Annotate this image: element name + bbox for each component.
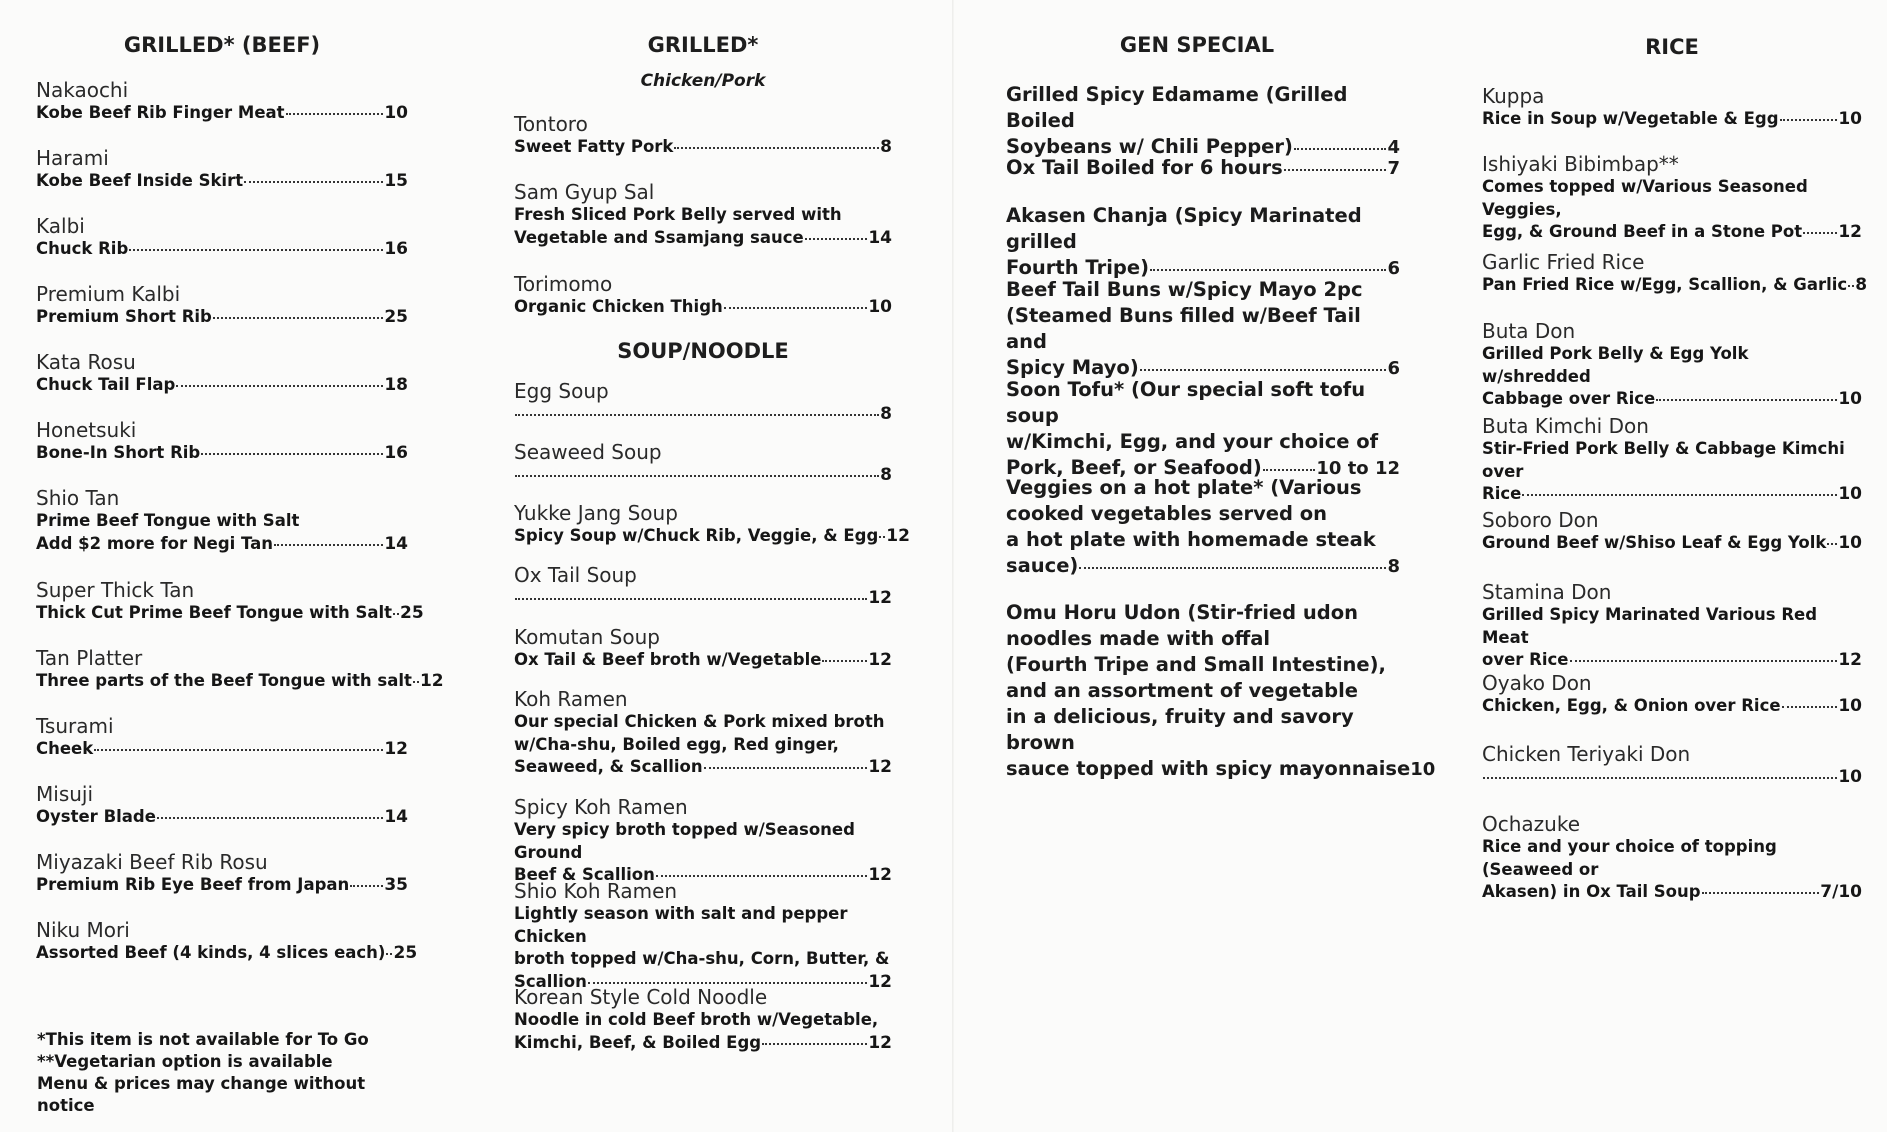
menu-item-description: Very spicy broth topped w/Seasoned Ground (514, 820, 855, 862)
dot-leader (1263, 469, 1316, 471)
menu-item-detail: Beef & Scallion (514, 865, 655, 884)
menu-item-name: Korean Style Cold Noodle (514, 985, 768, 1009)
menu-item-name: Super Thick Tan (36, 578, 195, 602)
menu-item-detail: Pan Fried Rice w/Egg, Scallion, & Garlic (1482, 275, 1848, 294)
menu-item-name: Torimomo (514, 272, 613, 296)
menu-item (36, 486, 408, 555)
menu-item-name: Komutan Soup (514, 625, 660, 649)
menu-item-price: 6 (1387, 258, 1400, 279)
dot-leader (1656, 399, 1837, 401)
menu-item-name: Spicy Koh Ramen (514, 795, 688, 819)
menu-item-price-line (514, 756, 892, 779)
menu-item (1482, 250, 1868, 297)
menu-item-price-line (1482, 274, 1868, 297)
menu-item-detail: Thick Cut Prime Beef Tongue with Salt (36, 603, 393, 622)
menu-item (36, 850, 408, 897)
menu-item-price-line (1482, 766, 1862, 789)
menu-item-price-line (36, 806, 408, 829)
dot-leader (1570, 660, 1838, 662)
menu-item (1482, 580, 1862, 672)
dot-leader (515, 475, 879, 477)
menu-item-detail: Egg, & Ground Beef in a Stone Pot (1482, 222, 1803, 241)
section-title-soup-noodle: SOUP/NOODLE (617, 339, 789, 363)
menu-item (36, 350, 408, 397)
menu-item-price: 8 (880, 404, 892, 424)
menu-item-price: 10 (868, 297, 892, 317)
menu-item-name: Premium Kalbi (36, 282, 181, 306)
section-title-grilled-beef: GRILLED* (BEEF) (123, 33, 321, 57)
menu-item (514, 625, 892, 672)
dot-leader (201, 453, 383, 455)
menu-item-name: Soboro Don (1482, 508, 1599, 532)
menu-item (1006, 203, 1400, 282)
menu-item-price-line (514, 403, 892, 426)
menu-item-price-line (1006, 756, 1436, 783)
dot-leader (176, 385, 383, 387)
menu-item-detail: sauce) (1006, 554, 1079, 577)
menu-item-price: 14 (384, 533, 408, 554)
dot-leader (286, 113, 384, 115)
menu-item-detail: Add $2 more for Negi Tan (36, 533, 274, 553)
menu-item-name: Ox Tail Soup (514, 563, 637, 587)
menu-item-price-line (1482, 108, 1862, 131)
menu-item-description: Comes topped w/Various Seasoned Veggies, (1482, 177, 1808, 219)
dot-leader (1150, 269, 1386, 271)
menu-item-description: Our special Chicken & Pork mixed broth (514, 712, 885, 731)
menu-item-price-line (1482, 388, 1862, 411)
menu-item-price-line (36, 874, 408, 897)
menu-item (1482, 671, 1862, 718)
menu-item-detail: over Rice (1482, 650, 1569, 669)
menu-item (1482, 152, 1862, 244)
section-subtitle-chicken-pork: Chicken/Pork (640, 71, 766, 91)
menu-item-price-line (36, 942, 418, 965)
menu-item (1006, 377, 1400, 482)
menu-item-description: Prime Beef Tongue with Salt (36, 511, 300, 530)
menu-item-price-line (1482, 483, 1862, 506)
menu-item-detail: Premium Short Rib (36, 307, 212, 326)
menu-item-price-line (1482, 695, 1862, 718)
menu-item-detail: Scallion (514, 971, 587, 991)
menu-item-name: Egg Soup (514, 379, 609, 403)
menu-item-name: Oyako Don (1482, 671, 1592, 695)
dot-leader (386, 953, 392, 955)
menu-item-price-line (514, 649, 892, 672)
menu-item-name: Nakaochi (36, 78, 129, 102)
menu-item (36, 578, 424, 625)
menu-item (1482, 812, 1862, 904)
dot-leader (213, 317, 383, 319)
menu-item-price: 18 (384, 375, 408, 395)
menu-item-price: 8 (880, 465, 892, 485)
menu-item-detail: Chuck Tail Flap (36, 375, 176, 394)
menu-item-price-line (1482, 649, 1862, 672)
menu-item-description: Noodle in cold Beef broth w/Vegetable, (514, 1010, 879, 1029)
menu-item-name: Misuji (36, 782, 94, 806)
menu-item-name: Miyazaki Beef Rib Rosu (36, 850, 268, 874)
menu-item (1482, 319, 1862, 411)
menu-item (1482, 508, 1862, 555)
menu-item-price: 12 (1838, 222, 1862, 242)
menu-item (36, 214, 408, 261)
menu-item-description: Soon Tofu* (Our special soft tofu soup (1006, 378, 1366, 427)
section-title-gen-special: GEN SPECIAL (1119, 33, 1275, 57)
page-fold (952, 0, 954, 1132)
menu-item-name: Tsurami (36, 714, 114, 738)
menu-item-price-line (36, 533, 408, 556)
menu-item-price-line (1482, 221, 1862, 244)
menu-item (1482, 414, 1862, 506)
menu-item-price-line (1006, 155, 1400, 182)
menu-item-price: 12 (384, 739, 408, 759)
menu-item-name: Koh Ramen (514, 687, 628, 711)
menu-item (514, 112, 892, 159)
menu-item-price: 14 (868, 227, 892, 248)
menu-item-price: 10 (1838, 484, 1862, 504)
menu-item-description: a hot plate with homemade steak (1006, 528, 1376, 551)
menu-item-price-line (514, 587, 892, 610)
menu-item-price: 14 (384, 807, 408, 827)
menu-footnotes (37, 1029, 408, 1117)
menu-item-description: w/Kimchi, Egg, and your choice of (1006, 430, 1379, 453)
menu-item-detail: Ox Tail & Beef broth w/Vegetable (514, 650, 822, 669)
menu-item-detail: Chuck Rib (36, 239, 129, 258)
menu-item-description: Akasen Chanja (Spicy Marinated grilled (1006, 204, 1362, 253)
dot-leader (1079, 567, 1386, 569)
menu-item-detail: Kobe Beef Rib Finger Meat (36, 103, 285, 122)
dot-leader (94, 749, 383, 751)
menu-item-price: 12 (868, 971, 892, 992)
dot-leader (656, 875, 867, 877)
menu-item-description: Grilled Pork Belly & Egg Yolk w/shredded (1482, 344, 1749, 386)
menu-item-name: Kuppa (1482, 84, 1545, 108)
menu-item-name: Ishiyaki Bibimbap** (1482, 152, 1679, 176)
menu-item (514, 440, 892, 487)
menu-item-price: 12 (868, 588, 892, 608)
menu-item-price-line (514, 1032, 892, 1055)
menu-item-description: Omu Horu Udon (Stir-fried udon (1006, 601, 1358, 624)
menu-item-name: Tontoro (514, 112, 588, 136)
menu-item-description: w/Cha-shu, Boiled egg, Red ginger, (514, 734, 839, 754)
menu-item-detail: Pork, Beef, or Seafood) (1006, 456, 1262, 479)
menu-item-description: cooked vegetables served on (1006, 502, 1328, 525)
menu-item (1006, 475, 1400, 580)
menu-item-name: Chicken Teriyaki Don (1482, 742, 1691, 766)
menu-item (36, 714, 408, 761)
menu-item-detail: Kobe Beef Inside Skirt (36, 171, 244, 190)
menu-item (514, 687, 892, 779)
dot-leader (129, 249, 383, 251)
menu-item-price-line (36, 102, 408, 125)
menu-item-price: 7 (1387, 158, 1400, 179)
dot-leader (274, 544, 383, 546)
menu-item-price: 12 (1838, 650, 1862, 670)
menu-item (514, 379, 892, 426)
menu-item-detail: Ox Tail Boiled for 6 hours (1006, 156, 1283, 179)
menu-item (36, 782, 408, 829)
menu-item-price: 25 (393, 943, 418, 963)
menu-item-name: Sam Gyup Sal (514, 180, 655, 204)
menu-item-description: (Steamed Buns filled w/Beef Tail and (1006, 304, 1361, 353)
menu-item-price-line (1006, 553, 1400, 580)
menu-item-name: Kalbi (36, 214, 85, 238)
menu-item-price: 8 (1855, 275, 1868, 295)
menu-item-description: Beef Tail Buns w/Spicy Mayo 2pc (1006, 278, 1363, 301)
menu-item-price-line (36, 602, 424, 625)
menu-item (1482, 742, 1862, 789)
menu-item-detail: Rice in Soup w/Vegetable & Egg (1482, 109, 1779, 128)
dot-leader (879, 536, 885, 538)
dot-leader (724, 307, 868, 309)
menu-item-name: Seaweed Soup (514, 440, 662, 464)
footnote-to-go: *This item is not available for To Go (37, 1030, 369, 1049)
menu-item-price-line (514, 296, 892, 319)
menu-item (36, 78, 408, 125)
dot-leader (588, 982, 867, 984)
dot-leader (1702, 892, 1820, 894)
menu-item-description: Grilled Spicy Edamame (Grilled Boiled (1006, 83, 1348, 132)
menu-item-name: Garlic Fried Rice (1482, 250, 1645, 274)
dot-leader (822, 660, 867, 662)
dot-leader (515, 598, 867, 600)
menu-item-detail: Vegetable and Ssamjang sauce (514, 227, 804, 247)
menu-item-description: brown (1006, 731, 1075, 754)
menu-item (514, 795, 892, 887)
menu-item-name: Shio Tan (36, 486, 120, 510)
menu-item-description: Veggies on a hot plate* (Various (1006, 476, 1362, 499)
menu-item-price-line (36, 306, 408, 329)
menu-item-price: 12 (419, 671, 444, 691)
menu-item-price-line (514, 227, 892, 250)
menu-item-description: Fresh Sliced Pork Belly served with (514, 205, 842, 224)
menu-item (1006, 600, 1436, 783)
menu-item (514, 985, 892, 1054)
menu-item-price: 7/10 (1820, 882, 1862, 902)
dot-leader (1782, 706, 1838, 708)
menu-item-detail: Cabbage over Rice (1482, 389, 1656, 408)
menu-item-price: 10 (1838, 533, 1862, 553)
dot-leader (1522, 494, 1837, 496)
menu-item-name: Shio Koh Ramen (514, 879, 678, 903)
menu-item-price-line (36, 170, 408, 193)
menu-item-name: Ochazuke (1482, 812, 1581, 836)
menu-item-description: Lightly season with salt and pepper Chicken (514, 904, 848, 946)
menu-item-price: 12 (886, 526, 910, 546)
menu-item-price-line (36, 238, 408, 261)
menu-item-price: 12 (868, 650, 892, 670)
menu-item-price: 10 (1838, 389, 1862, 409)
menu-item-price: 16 (384, 239, 408, 259)
menu-item-detail: Ground Beef w/Shiso Leaf & Egg Yolk (1482, 533, 1827, 552)
menu-item-detail: Cheek (36, 739, 94, 758)
menu-item-price-line (36, 374, 408, 397)
menu-item-detail: Seaweed, & Scallion (514, 757, 703, 776)
menu-item-detail: Soybeans w/ Chili Pepper) (1006, 135, 1293, 158)
menu-item (1006, 155, 1400, 182)
menu-item-price-line (514, 136, 892, 159)
dot-leader (515, 414, 879, 416)
dot-leader (1848, 285, 1854, 287)
menu-item-name: Tan Platter (36, 646, 143, 670)
menu-item-price-line (1482, 532, 1862, 555)
menu-item (514, 501, 910, 548)
menu-item-name: Yukke Jang Soup (514, 501, 678, 525)
menu-item-price: 10 (1838, 767, 1862, 787)
menu-item-detail: Assorted Beef (4 kinds, 4 slices each) (36, 943, 386, 962)
footnote-vegetarian: **Vegetarian option is available (37, 1052, 333, 1071)
dot-leader (674, 147, 879, 149)
menu-item-detail: Organic Chicken Thigh (514, 297, 723, 316)
menu-item-detail: Chicken, Egg, & Onion over Rice (1482, 696, 1781, 715)
menu-item-name: Kata Rosu (36, 350, 136, 374)
menu-item-price: 25 (384, 307, 408, 327)
menu-item-price-line (1482, 881, 1862, 904)
menu-item-detail: Rice (1482, 484, 1522, 503)
menu-item-price-line (36, 442, 408, 465)
dot-leader (1827, 543, 1837, 545)
menu-item-description: (Fourth Tripe and Small Intestine), (1006, 653, 1386, 676)
menu-item (1006, 82, 1400, 161)
menu-item-detail: Spicy Mayo) (1006, 356, 1139, 379)
menu-item-name: Stamina Don (1482, 580, 1612, 604)
menu-item-description: Stir-Fried Pork Belly & Cabbage Kimchi over (1482, 439, 1845, 481)
dot-leader (244, 181, 383, 183)
menu-item (36, 646, 444, 693)
menu-item-price: 15 (384, 171, 408, 191)
menu-item-detail: Premium Rib Eye Beef from Japan (36, 875, 350, 894)
section-title-rice: RICE (1645, 35, 1699, 59)
menu-item (514, 879, 892, 993)
menu-item-price: 10 (1838, 696, 1862, 716)
menu-item-description: in a delicious, fruity and savory (1006, 705, 1354, 728)
menu-item-price: 10 (384, 103, 408, 123)
menu-item-price: 12 (868, 757, 892, 777)
menu-item-detail: Spicy Soup w/Chuck Rib, Veggie, & Egg (514, 526, 879, 545)
menu-item (36, 918, 418, 965)
menu-item (36, 418, 408, 465)
menu-item-detail: Fourth Tripe) (1006, 256, 1149, 279)
menu-item (514, 180, 892, 249)
menu-item (1482, 84, 1862, 131)
dot-leader (1483, 777, 1837, 779)
dot-leader (1780, 119, 1838, 121)
dot-leader (704, 767, 868, 769)
menu-item-price-line (514, 525, 910, 548)
dot-leader (805, 238, 868, 240)
menu-item-price: 25 (400, 603, 424, 623)
section-title-grilled-chicken: GRILLED* (647, 33, 759, 57)
menu-item-price: 10 (1838, 109, 1862, 129)
menu-item-price-line (514, 464, 892, 487)
menu-item-price: 12 (868, 865, 892, 885)
menu-item-price: 4 (1387, 137, 1400, 158)
menu-item-detail: Three parts of the Beef Tongue with salt (36, 671, 412, 690)
menu-item-detail: Bone-In Short Rib (36, 443, 201, 462)
menu-item-description: Grilled Spicy Marinated Various Red Meat (1482, 605, 1818, 647)
menu-item (514, 563, 892, 610)
footnote-price-change: Menu & prices may change without notice (37, 1074, 366, 1115)
menu-item-price-line (36, 670, 444, 693)
menu-item-price: 35 (384, 875, 408, 895)
menu-item-name: Buta Kimchi Don (1482, 414, 1649, 438)
menu-item-price-line (36, 738, 408, 761)
dot-leader (1140, 369, 1387, 371)
menu-item-price: 12 (868, 1032, 892, 1053)
dot-leader (1803, 232, 1837, 234)
dot-leader (1284, 169, 1387, 171)
dot-leader (350, 885, 383, 887)
menu-item (36, 146, 408, 193)
menu-item-description: Rice and your choice of topping (Seaweed or (1482, 837, 1777, 879)
menu-item-price: 8 (880, 137, 892, 157)
menu-item (514, 272, 892, 319)
menu-item-description: broth topped w/Cha-shu, Corn, Butter, & (514, 949, 890, 968)
menu-item (36, 282, 408, 329)
menu-item-name: Harami (36, 146, 109, 170)
dot-leader (1294, 148, 1387, 150)
dot-leader (393, 613, 399, 615)
menu-item (1006, 277, 1400, 382)
menu-item-price: 8 (1387, 556, 1400, 577)
menu-item-name: Niku Mori (36, 918, 130, 942)
menu-item-description: and an assortment of vegetable (1006, 679, 1358, 702)
menu-item-price: 10 to 12 (1316, 458, 1400, 479)
menu-item-description: noodles made with offal (1006, 627, 1271, 650)
menu-item-detail: Akasen) in Ox Tail Soup (1482, 882, 1701, 901)
menu-item-detail: Oyster Blade (36, 807, 156, 826)
menu-item-detail: Kimchi, Beef, & Boiled Egg (514, 1032, 762, 1052)
menu-item-detail: sauce topped with spicy mayonnaise (1006, 757, 1411, 780)
dot-leader (762, 1043, 867, 1045)
menu-item-price: 10 (1410, 759, 1436, 780)
menu-item-price: 6 (1387, 358, 1400, 379)
menu-item-detail: Sweet Fatty Pork (514, 137, 674, 156)
dot-leader (413, 681, 419, 683)
menu-item-price: 16 (384, 443, 408, 463)
menu-item-name: Honetsuki (36, 418, 137, 442)
dot-leader (157, 817, 383, 819)
menu-item-name: Buta Don (1482, 319, 1576, 343)
